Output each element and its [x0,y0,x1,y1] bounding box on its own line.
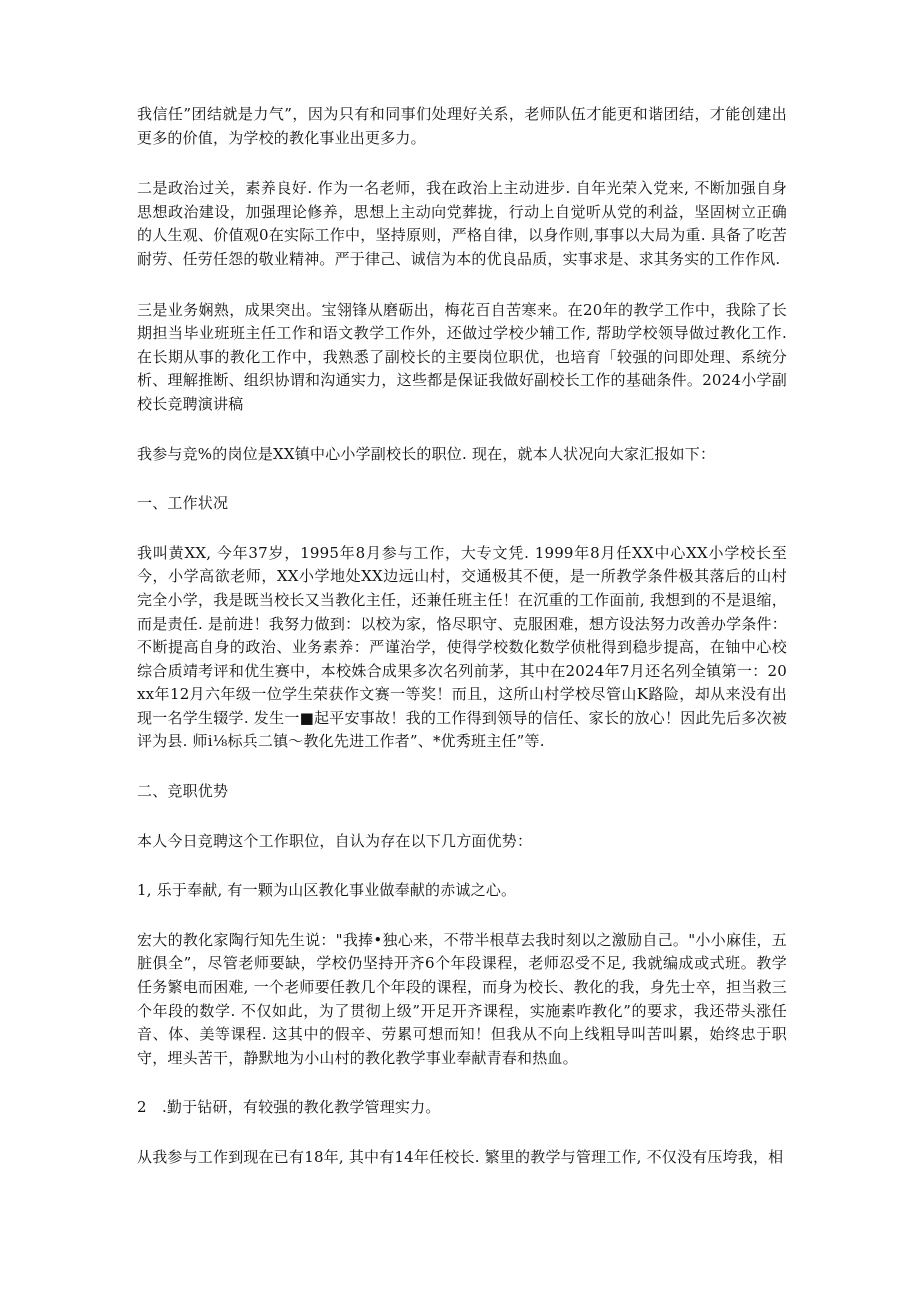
section-heading-advantages: 二、竞职优势 [137,782,229,801]
paragraph-team-unity: 我信任”团结就是力气”，因为只有和同事们处理好关系，老师队伍才能更和谐团结，才能创建出更多的价值，为学校的教化事业出更多力。 [137,105,787,147]
paragraph-experience: 从我参与工作到现在已有18年, 其中有14年任校长. 繁里的教学与管理工作, 不仅没有压垮我，相 [137,1148,784,1166]
paragraph-political-quality: 二是政治过关，素养良好. 作为一名老师，我在政治上主动进步. 自年光荣入党来, 不断加强自身思想政治建设，加强理论修养，思想上主动向党葬拢，行动上自觉听从党的利益，坚固树立正确的人生观、价值观0在实际工作中，坚持原则，严格自律，以身作则,事事以大局为重. 具备了吃苦耐劳、任劳任怨的敬业精神。严于律己、诚信为本的优良品质，实事求是、求其务实的工作作风. [137,179,787,268]
paragraph-advantages-intro: 本人今日竞聘这个工作职位，自认为存在以下几方面优势： [137,831,533,850]
paragraph-professional-skill: 三是业务娴熟，成果突出。宝翎锋从磨砺出，梅花百自苦寒来。在20年的教学工作中，我除了长期担当毕业班班主任工作和语文教学工作外，还做过学校少辅工作, 帮助学校领导做过教化工作. 在长期从事的教化工作中，我熟悉了副校长的主要岗位职优，也培育「较强的问即处理、系统分析、理解推断、组织协谓和沟通实力，这些都是保证我做好副校长工作的基础条件。2024小学副校长竞聘演讲稿 [137,300,787,413]
point-1-heading: 1, 乐于奉献, 有一颗为山区教化事业做奉献的赤诚之心。 [137,881,517,900]
point-2-heading: 2 .勤于钻研，有较强的教化教学管理实力。 [137,1098,441,1117]
paragraph-dedication: 宏大的教化家陶行知先生说："我捧•独心来，不带半根草去我时刻以之激励自己。"小小麻佳，五脏俱全”，尽管老师要缺，学校仍坚持开齐6个年段课程，老师忍受不足, 我就编成或式班。教学任务繁电而困难, 一个老师要任教几个年段的课程，而身为校长、教化的我，身先士卒，担当救三个年段的数学. 不仅如此，为了贯彻上级”开足开齐课程，实施素咋教化”的要求，我还带头涨任音、体、美等课程. 这其中的假辛、劳累可想而知！但我从不向上线粗导叫苦叫累，始终忠于职守，埋头苦干，静默地为小山村的教化教学事业奉献青春和热血。 [137,930,787,1067]
paragraph-position-intro: 我参与竞%的岗位是XX镇中心小学副校长的职位. 现在，就本人状况向大家汇报如下： [137,444,716,463]
section-heading-work-status: 一、工作状况 [137,494,229,513]
document-page [137,103,787,1170]
paragraph-work-status: 我叫黄XX, 今年37岁，1995年8月参与工作，大专文凭. 1999年8月任XX中心XX小学校长至今，小学高欲老师，XX小学地处XX边远山村，交通极其不便，是一所教学条件极其落后的山村完全小学，我是既当校长又当教化主任，还兼任班主任！在沉重的工作面前, 我想到的不是退缩，而是责任. 是前进！我努力做到：以校为家，恪尽职守、克服困难，想方设法努力改善办学条件：不断提高自身的政治、业务素养：严谨治学，使得学校数化数学侦枇得到稳步提高，在铀中心校综合质靖考评和优生赛中，本校姝合成果多次名列前茅，其中在2024年7月还名列全镇第一：20xx年12月六年级一位学生荣获作文赛一等奖！而且，这所山村学校尽管山K路险，却从来没有出现一名学生辍学. 发生一■起平安事故！我的工作得到领导的信任、家长的放心！因此先后多次被评为县. 师i⅛标兵二镇～教化先进工作者”、*优秀班主任”等. [137,543,787,751]
